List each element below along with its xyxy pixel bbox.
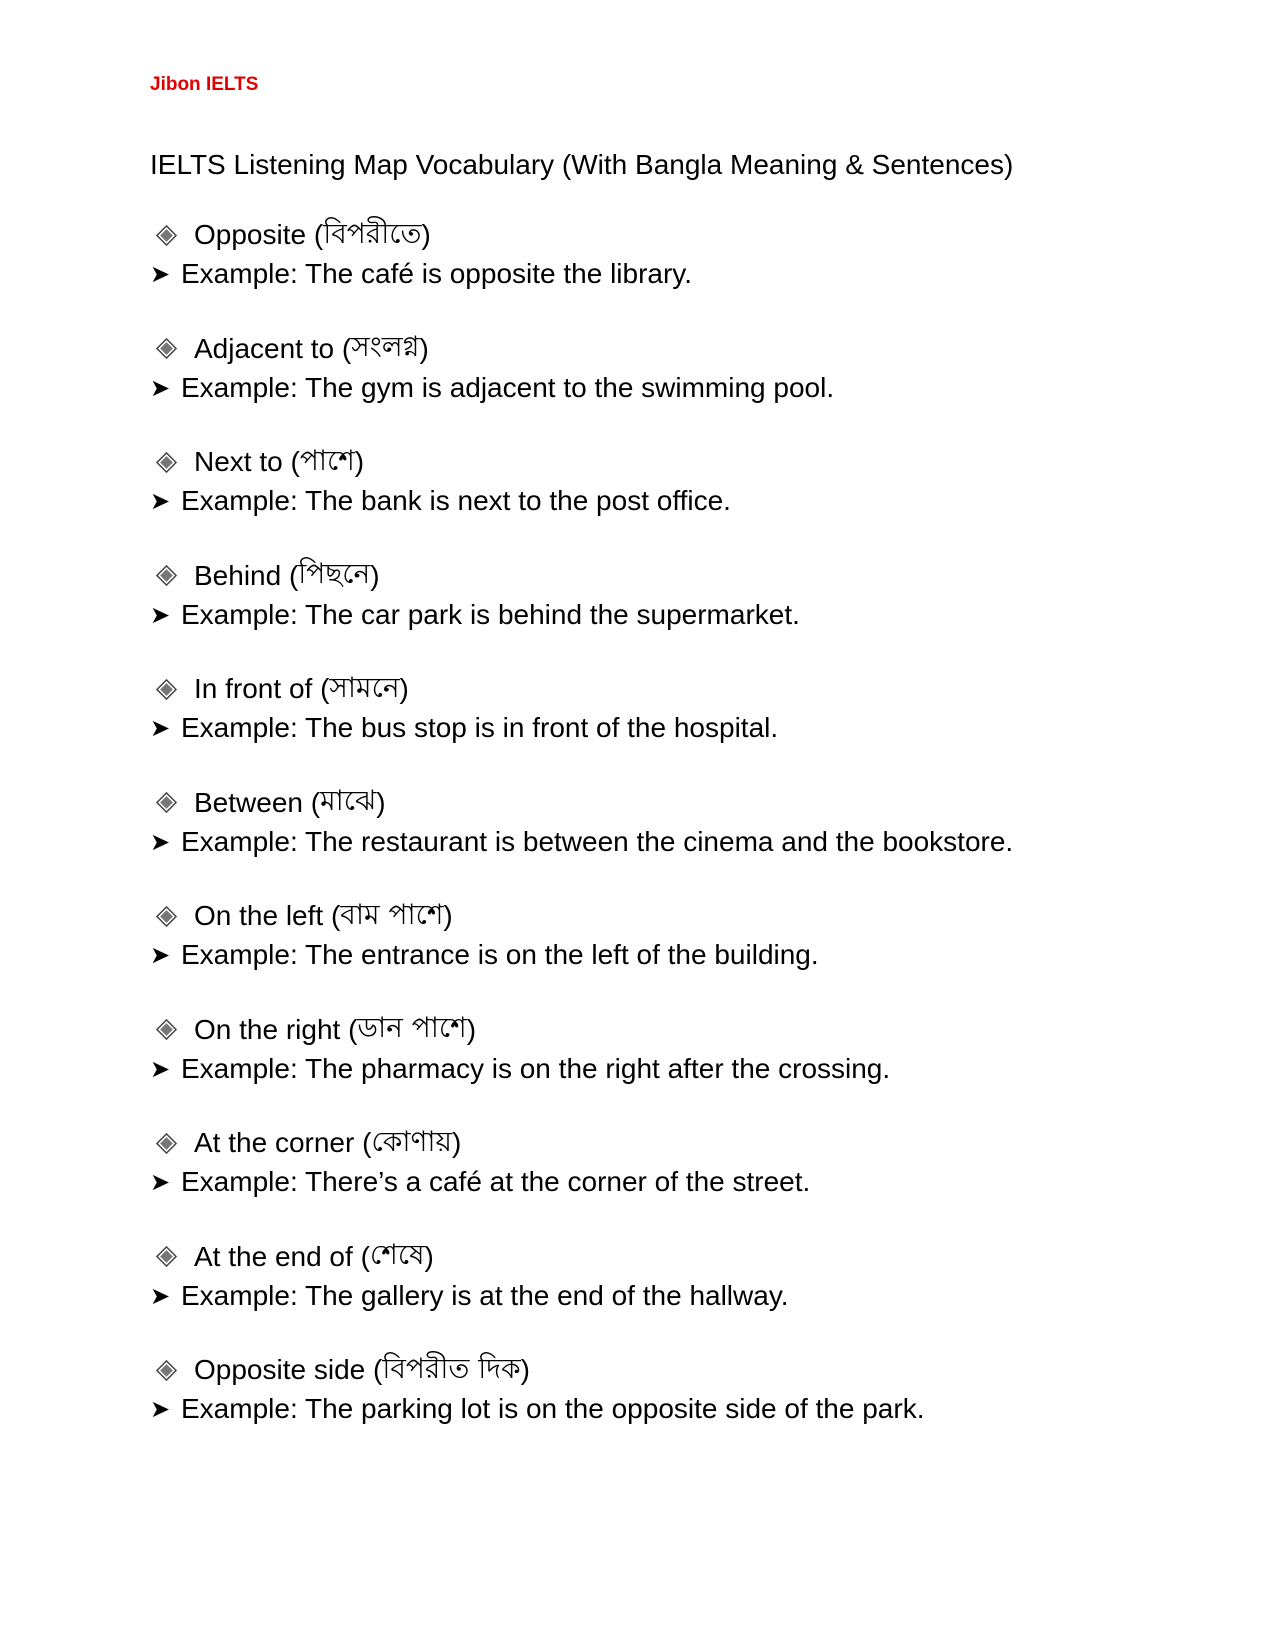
term-line: Adjacent to ( সংলগ্ন ) — [150, 330, 1200, 368]
diamond-bullet-icon — [160, 910, 173, 923]
bangla-meaning: বিপরীত দিক — [382, 1351, 521, 1385]
diamond-bullet-icon — [160, 229, 173, 242]
vocab-entry — [150, 1011, 1200, 1125]
term-line: Opposite ( বিপরীতে ) — [150, 216, 1200, 254]
term: On the right — [194, 1013, 341, 1045]
term: Adjacent to — [194, 332, 335, 364]
term-line: Behind ( পিছনে ) — [150, 557, 1200, 595]
term-line: Between ( মাঝে ) — [150, 784, 1200, 822]
bangla-meaning: পাশে — [299, 443, 355, 477]
example-line — [150, 708, 1200, 748]
example-sentence: Example: The car park is behind the supermarket. — [181, 598, 800, 630]
document-title: IELTS Listening Map Vocabulary (With Bangla Meaning & Sentences) — [150, 149, 1014, 180]
diamond-bullet-icon — [160, 569, 173, 582]
bangla-meaning: পিছনে — [298, 557, 371, 590]
example-line — [150, 254, 1200, 294]
vocab-entry — [150, 1238, 1200, 1352]
example-line — [150, 368, 1200, 408]
example-sentence: Example: The gallery is at the end of the hallway. — [181, 1279, 789, 1311]
term: Next to — [194, 446, 283, 477]
diamond-bullet-icon — [160, 1364, 173, 1377]
vocab-entry — [150, 670, 1200, 784]
example-sentence: Example: The gym is adjacent to the swimming pool. — [181, 371, 835, 403]
example-sentence: Example: The restaurant is between the cinema and the bookstore. — [181, 825, 1014, 857]
arrow-icon: ➤ — [150, 600, 171, 629]
term: On the left — [194, 900, 324, 931]
vocab-entry — [150, 897, 1200, 1011]
example-line — [150, 1049, 1200, 1089]
term: At the corner — [194, 1127, 355, 1158]
arrow-icon: ➤ — [150, 1395, 171, 1423]
arrow-icon: ➤ — [150, 1054, 171, 1083]
arrow-icon: ➤ — [150, 260, 171, 288]
example-line — [150, 1162, 1200, 1202]
diamond-bullet-icon — [160, 796, 173, 809]
arrow-icon: ➤ — [150, 1281, 171, 1310]
example-sentence: Example: The parking lot is on the opposite side of the park. — [181, 1393, 925, 1424]
term: Opposite — [194, 219, 307, 250]
vocab-entry — [150, 784, 1200, 898]
term-line: At the corner ( কোণায় ) — [150, 1124, 1200, 1162]
vocab-entry — [150, 330, 1200, 444]
vocab-entry — [150, 1351, 1200, 1465]
term-line: Next to ( পাশে ) — [150, 443, 1200, 481]
term: Behind — [194, 559, 282, 591]
bangla-meaning: মাঝে — [320, 784, 377, 817]
diamond-bullet-icon — [160, 683, 173, 696]
bangla-meaning: ডান পাশে — [357, 1011, 467, 1044]
diamond-bullet-icon — [160, 1137, 173, 1150]
example-sentence: Example: The entrance is on the left of the building. — [181, 939, 819, 970]
arrow-icon: ➤ — [150, 941, 171, 969]
bangla-meaning: শেষে — [369, 1238, 425, 1271]
vocab-entry — [150, 557, 1200, 671]
term-line: Opposite side ( বিপরীত দিক ) — [150, 1351, 1200, 1389]
example-line — [150, 481, 1200, 521]
term-line: In front of ( সামনে ) — [150, 670, 1200, 708]
vocabulary-list — [150, 216, 1200, 1465]
arrow-icon: ➤ — [150, 827, 171, 856]
vocab-entry — [150, 443, 1200, 557]
term-line: On the right ( ডান পাশে ) — [150, 1011, 1200, 1049]
example-sentence: Example: The bank is next to the post office. — [181, 485, 731, 516]
arrow-icon: ➤ — [150, 487, 171, 515]
arrow-icon: ➤ — [150, 714, 171, 742]
diamond-bullet-icon — [160, 1250, 173, 1263]
bangla-meaning: বিপরীতে — [323, 216, 422, 250]
term-line: At the end of ( শেষে ) — [150, 1238, 1200, 1276]
example-sentence: Example: There’s a café at the corner of the street. — [181, 1166, 811, 1197]
example-line — [150, 935, 1200, 975]
term-line: On the left ( বাম পাশে ) — [150, 897, 1200, 935]
bangla-meaning: সংলগ্ন — [351, 330, 420, 363]
example-sentence: Example: The pharmacy is on the right after the crossing. — [181, 1052, 891, 1084]
term: Between — [194, 786, 303, 818]
brand-header: Jibon IELTS — [150, 74, 259, 95]
example-sentence: Example: The café is opposite the library. — [181, 258, 692, 289]
diamond-bullet-icon — [160, 1023, 173, 1036]
term: Opposite side — [194, 1354, 366, 1385]
example-line — [150, 1276, 1200, 1316]
example-line — [150, 1389, 1200, 1429]
term: At the end of — [194, 1240, 353, 1272]
bangla-meaning: সামনে — [329, 670, 400, 704]
vocab-entry — [150, 1124, 1200, 1238]
bangla-meaning: বাম পাশে — [340, 897, 444, 931]
diamond-bullet-icon — [160, 342, 173, 355]
diamond-bullet-icon — [160, 456, 173, 469]
example-line — [150, 595, 1200, 635]
arrow-icon: ➤ — [150, 1168, 171, 1196]
bangla-meaning: কোণায় — [371, 1124, 453, 1158]
term: In front of — [194, 673, 313, 704]
vocab-entry — [150, 216, 1200, 330]
example-line — [150, 822, 1200, 862]
arrow-icon: ➤ — [150, 373, 171, 402]
example-sentence: Example: The bus stop is in front of the hospital. — [181, 712, 779, 743]
